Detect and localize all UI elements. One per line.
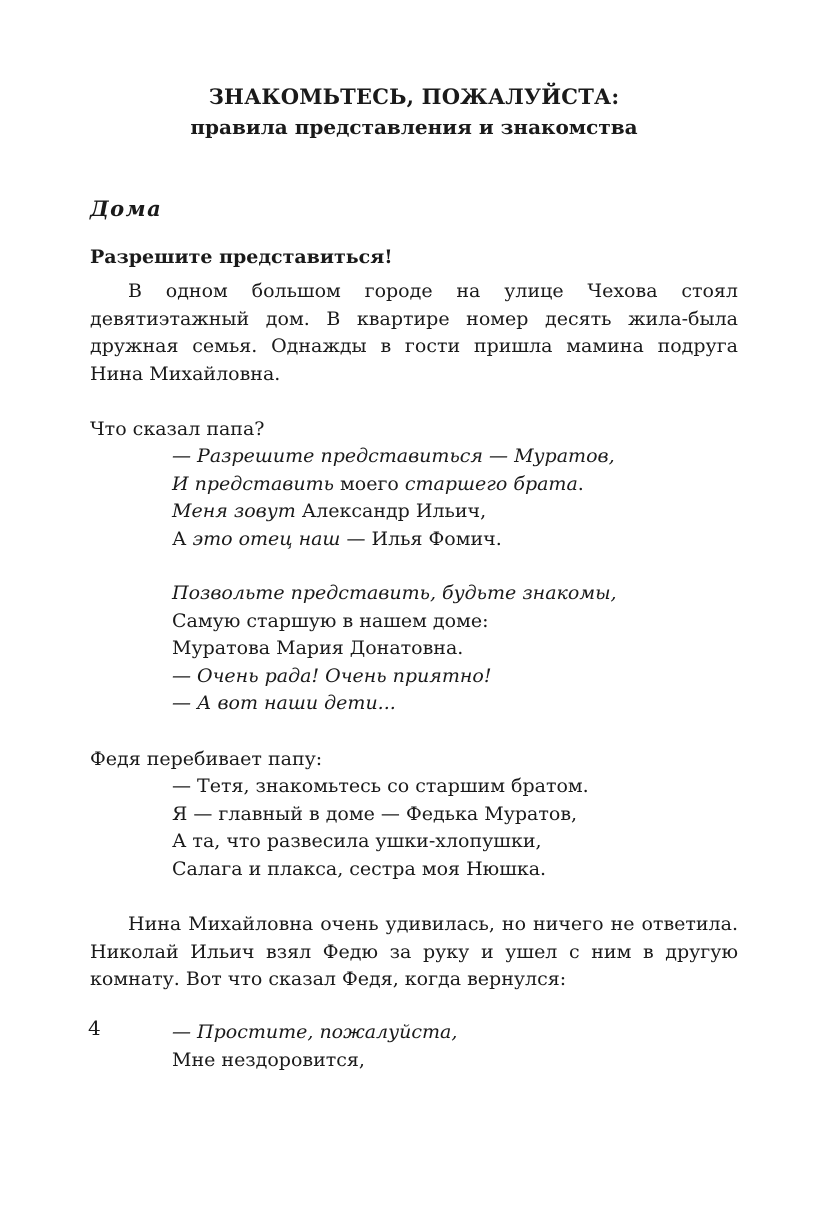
- verse-block-3: [172, 773, 589, 883]
- page-title: ЗНАКОМЬТЕСЬ, ПОЖАЛУЙСТА:: [208, 84, 620, 109]
- verse-fragment: И представить: [172, 472, 334, 495]
- fedya-intro-line: Федя перебивает папу:: [90, 748, 323, 770]
- verse-fragment: А: [172, 527, 193, 550]
- section-heading: Дома: [90, 196, 163, 221]
- verse-line: — Очень рада! Очень приятно!: [172, 664, 492, 687]
- verse-fragment: — Илья Фомич.: [340, 527, 502, 550]
- verse-fragment: старшего брата: [404, 472, 578, 495]
- verse-line: Позвольте представить, будьте знакомы,: [172, 582, 617, 604]
- verse-line: [172, 471, 615, 499]
- verse-line: [172, 498, 615, 526]
- page-content: [90, 82, 738, 1071]
- verse-block-2: [172, 580, 617, 718]
- paragraph-reaction: Нина Михайловна очень удивилась, но ничего не ответила. Николай Ильич взял Федю за руку и ушел с ним в другую комнату. Вот что сказал Федя, когда вернулся:: [90, 913, 738, 990]
- verse-line: — Простите, пожалуйста,: [172, 1021, 458, 1043]
- page-number: 4: [88, 1016, 101, 1040]
- verse-block-4: [172, 1019, 457, 1074]
- verse-line: [172, 526, 615, 554]
- paragraph-intro: В одном большом городе на улице Чехова стоял девятиэтажный дом. В квартире номер десять жила-была дружная семья. Однажды в гости пришла мамина подруга Нина Михайловна.: [90, 280, 738, 385]
- page-subtitle: правила представления и знакомства: [190, 115, 638, 139]
- verse-line: — Разрешите представиться — Муратов,: [172, 445, 615, 467]
- verse-line: — Тетя, знакомьтесь со старшим братом.: [172, 775, 589, 797]
- verse-fragment: Меня зовут: [172, 500, 296, 522]
- verse-line: А та, что развесила ушки-хлопушки,: [172, 830, 542, 852]
- verse-block-1: [172, 443, 615, 553]
- verse-line: Салага и плакса, сестра моя Нюшка.: [172, 857, 547, 880]
- verse-fragment: моего: [333, 472, 405, 495]
- verse-line: Я — главный в доме — Федька Муратов,: [172, 802, 578, 825]
- verse-fragment: это отец наш: [192, 527, 341, 550]
- sub-heading: Разрешите представиться!: [90, 246, 393, 268]
- verse-line: — А вот наши дети...: [172, 692, 396, 714]
- question-line: Что сказал папа?: [90, 418, 265, 440]
- verse-line: Самую старшую в нашем доме:: [172, 609, 489, 632]
- verse-fragment: .: [577, 472, 584, 495]
- verse-fragment: Александр Ильич,: [295, 500, 487, 522]
- verse-line: Муратова Мария Донатовна.: [172, 637, 464, 659]
- verse-line: Мне нездоровится,: [172, 1048, 365, 1071]
